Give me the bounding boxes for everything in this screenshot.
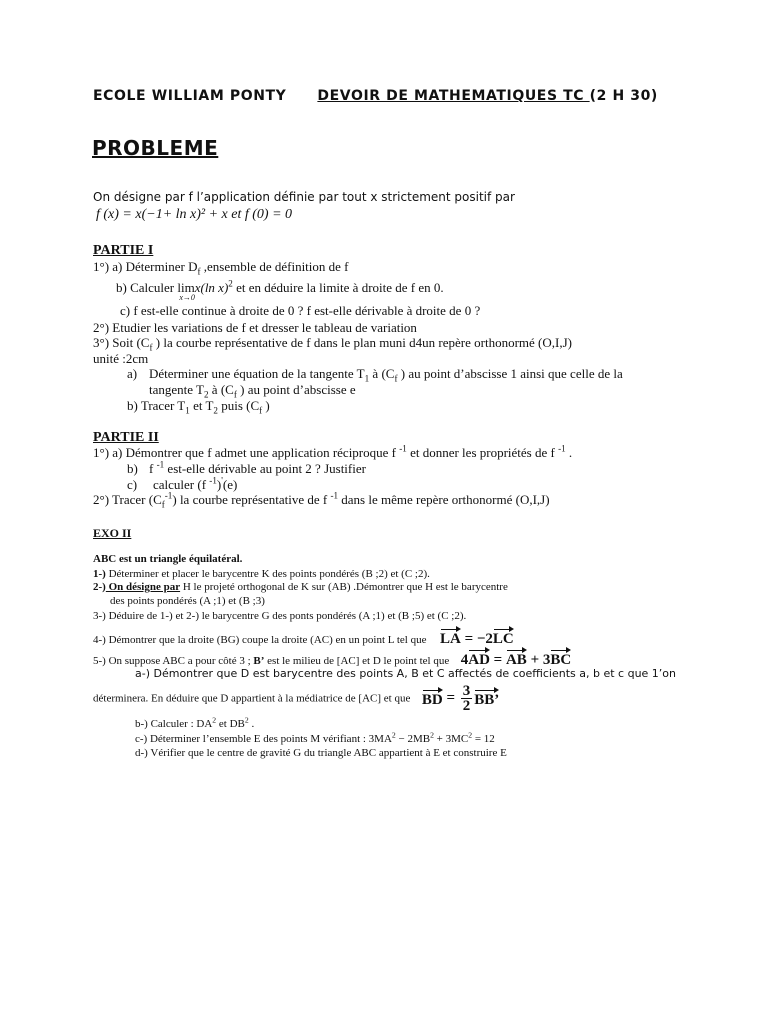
- probleme-heading: PROBLEME: [92, 136, 219, 160]
- exo-2-q2-line2: des points pondérés (A ;1) et (B ;3): [110, 595, 265, 607]
- partie-1-q3: 3°) Soit ($C_f$ ) la courbe représentative de f dans le plan muni d4un repère orthonormé (O,I,J): [93, 335, 572, 353]
- exo-2-q5c: c-) Déterminer l’ensemble E des points M vérifiant : $3MA^2 - 2MB^2 + 3MC^2 = 12$: [135, 730, 495, 745]
- partie-1-q3-unit: unité :2cm: [93, 351, 149, 366]
- vector-bd: BD: [422, 689, 443, 709]
- partie-2-q1c: calculer (f $^{-1}$)'(e): [153, 475, 238, 492]
- limit-subscript: x→0: [179, 293, 195, 302]
- vector-la: LA: [440, 628, 461, 648]
- exo-2-statement: ABC est un triangle équilatéral.: [93, 553, 243, 565]
- exo-2-q5a-line2: déterminera. En déduire que D appartient à la médiatrice de [AC] et que BD = $\frac{3}{2}$ BB’: [93, 683, 500, 714]
- partie-1-q3a: Déterminer une équation de la tangente $T_1$ à ($C_f$ ) au point d’abscisse 1 ainsi que celle de la: [149, 366, 623, 384]
- exo-2-q3: 3-) Déduire de 1-) et 2-) le barycentre G des ponts pondérés (A ;1) et (B ;5) et (C ;2).: [93, 610, 467, 622]
- exam-title: DEVOIR DE MATHEMATIQUES TC: [317, 88, 590, 104]
- partie-1-q3a-line2: tangente $T_2$ à ($C_f$ ) au point d’abscisse e: [149, 382, 356, 400]
- partie-2-q2: 2°) Tracer $(C_f^{-1})$ la courbe représentative de f $^{-1}$ dans le même repère orthonormé (O,I,J): [93, 490, 550, 510]
- limit-operator: lim: [177, 280, 195, 295]
- partie-1-q2: 2°) Etudier les variations de f et dresser le tableau de variation: [93, 320, 417, 335]
- exo-2-q4: 4-) Démontrer que la droite (BG) coupe la droite (AC) en un point L tel que LA = −2LC: [93, 628, 514, 648]
- exo-2-q5a: a-) Démontrer que D est barycentre des points A, B et C affectés de coefficients a, b et c que 1’on: [135, 667, 677, 680]
- partie-1-q1c: c) f est-elle continue à droite de 0 ? f est-elle dérivable à droite de 0 ?: [120, 303, 481, 318]
- limit-expression: x(ln x): [194, 280, 229, 295]
- partie-1-q3b: b) Tracer $T_1$ et $T_2$ puis ($C_f$ ): [127, 398, 270, 416]
- document-header: [93, 88, 658, 104]
- partie-1-q1a: 1°) a) Déterminer $D_f$ ,ensemble de définition de f: [93, 259, 349, 277]
- vector-ad: AD: [468, 649, 490, 669]
- partie-1-heading: PARTIE I: [93, 243, 154, 258]
- school-name: ECOLE WILLIAM PONTY: [93, 88, 287, 104]
- partie-2-q1b: f $^{-1}$ est-elle dérivable au point 2 ? Justifier: [149, 459, 366, 476]
- exo-2-q5d: d-) Vérifier que le centre de gravité G du triangle ABC appartient à E et construire E: [135, 747, 507, 759]
- vector-bb-prime: BB’: [474, 689, 499, 709]
- intro-formula: f (x) = x(−1+ ln x)² + x et f (0) = 0: [96, 207, 293, 222]
- exo-2-q5b: b-) Calculer : $DA^2$ et $DB^2$ .: [135, 715, 255, 730]
- intro-text: On désigne par f l’application définie par tout x strictement positif par: [93, 190, 515, 204]
- exo-2-q1: 1-) Déterminer et placer le barycentre K des points pondérés (B ;2) et (C ;2).: [93, 568, 430, 580]
- vector-ab: AB: [506, 649, 527, 669]
- exo-2-q5: 5-) On suppose ABC a pour côté 3 ; B’ est le milieu de [AC] et D le point tel que 4AD = AB + 3BC: [93, 649, 571, 669]
- partie-2-q1c-label: c): [127, 477, 138, 492]
- vector-lc: LC: [493, 628, 514, 648]
- fraction-three-halves: $\frac{3}{2}$: [462, 683, 471, 714]
- exo-2-heading: EXO II: [93, 526, 132, 540]
- vector-bc: BC: [550, 649, 571, 669]
- partie-1-q3a-label: a): [127, 366, 138, 381]
- exo-2-q2: 2-) On désigne par H le projeté orthogonal de K sur (AB) .Démontrer que H est le barycentre: [93, 581, 508, 593]
- exam-duration: (2 H 30): [589, 88, 658, 104]
- partie-1-q1b: b) Calculer lim x→0 x(ln x)$^2$ et en déduire la limite à droite de f en 0.: [116, 278, 444, 302]
- partie-2-q1a: 1°) a) Démontrer que f admet une application réciproque f $^{-1}$ et donner les propriétés de f $^{-1}$ .: [93, 443, 573, 460]
- partie-2-q1b-label: b): [127, 461, 138, 476]
- partie-2-heading: PARTIE II: [93, 430, 159, 445]
